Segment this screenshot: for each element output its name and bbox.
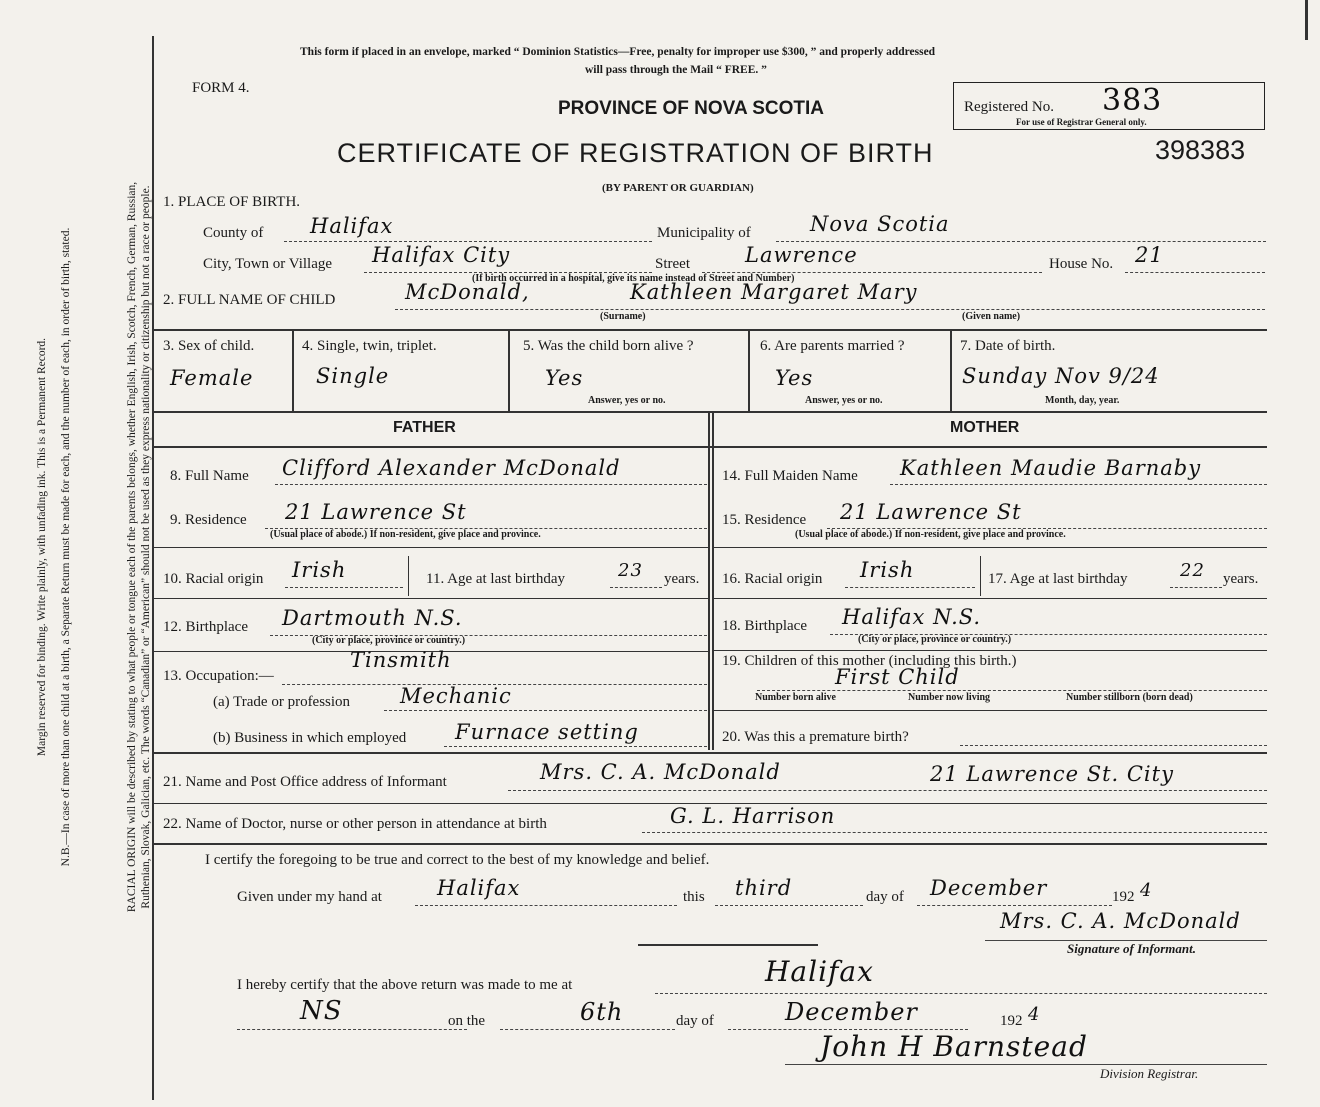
- day-of-label: day of: [866, 889, 904, 905]
- county-label: County of: [203, 225, 264, 241]
- father-age-value: 23: [618, 560, 643, 581]
- plurality-value: Single: [316, 364, 390, 388]
- registrar-signature-line: [785, 1064, 1267, 1065]
- page-subtitle: (BY PARENT OR GUARDIAN): [602, 182, 754, 194]
- registrar-place: Halifax: [765, 955, 874, 988]
- dob-note: Month, day, year.: [1045, 395, 1120, 406]
- city-value: Halifax City: [372, 243, 511, 267]
- mother-race-value: Irish: [860, 558, 915, 582]
- margin-instructions: [0, 40, 152, 1100]
- born-alive-note: Number born alive: [755, 692, 836, 703]
- dob-value: Sunday Nov 9/24: [962, 364, 1160, 388]
- rule-f-9: [152, 547, 708, 548]
- premature-line: [960, 745, 1267, 746]
- trade-line: [384, 710, 707, 711]
- child-name-line: [395, 309, 1265, 310]
- married-value: Yes: [775, 366, 814, 390]
- registered-label: Registered No.: [964, 99, 1054, 115]
- frame-left: [152, 36, 154, 1100]
- blank-rule: [638, 944, 818, 946]
- mother-race-line: [845, 587, 975, 588]
- children-value: First Child: [835, 665, 960, 689]
- married-note: Answer, yes or no.: [805, 395, 883, 406]
- mother-residence-note: (Usual place of abode.) If non-resident, give place and province.: [795, 529, 1066, 540]
- children-line: [757, 690, 1267, 691]
- rule-certify-top: [152, 843, 1267, 845]
- dob-label: 7. Date of birth.: [960, 338, 1056, 354]
- mother-age-label: 17. Age at last birthday: [988, 571, 1128, 587]
- province-heading: PROVINCE OF NOVA SCOTIA: [558, 98, 825, 119]
- county-line: [284, 241, 652, 242]
- place-heading: 1. PLACE OF BIRTH.: [163, 194, 301, 210]
- child-given: Kathleen Margaret Mary: [630, 280, 918, 304]
- given-under-label: Given under my hand at: [237, 889, 382, 905]
- month-line: [917, 905, 1112, 906]
- parents-divider-b: [712, 413, 714, 750]
- doctor-name: G. L. Harrison: [670, 804, 836, 828]
- given-place-line: [415, 905, 677, 906]
- municipality-value: Nova Scotia: [810, 212, 950, 236]
- father-race-label: 10. Racial origin: [163, 571, 264, 587]
- father-name-label: 8. Full Name: [170, 468, 249, 484]
- father-race-divider: [408, 556, 409, 596]
- given-place-value: Halifax: [437, 876, 521, 900]
- child-name-label: 2. FULL NAME OF CHILD: [163, 292, 336, 308]
- hospital-note: (If birth occurred in a hospital, give its name instead of Street and Number): [472, 273, 795, 284]
- mother-birthplace-note: (City or place, province or country.): [858, 634, 1012, 645]
- occupation-value: Tinsmith: [350, 648, 452, 672]
- reg-year-prefix: 192: [1000, 1013, 1023, 1029]
- father-birthplace-note: (City or place, province or country.): [312, 635, 466, 646]
- reg-year: 4: [1028, 1004, 1041, 1025]
- signature-caption: Signature of Informant.: [1067, 941, 1196, 956]
- mother-name-line: [890, 484, 1267, 485]
- municipality-label: Municipality of: [657, 225, 751, 241]
- certify-statement: I certify the foregoing to be true and correct to the best of my knowledge and belief.: [205, 852, 710, 868]
- married-label: 6. Are parents married ?: [760, 338, 905, 354]
- father-birthplace-value: Dartmouth N.S.: [282, 606, 463, 630]
- divider-4: [508, 329, 510, 411]
- divider-6: [950, 329, 952, 411]
- year-value: 4: [1140, 880, 1153, 901]
- registrar-statement: I hereby certify that the above return was made to me at: [237, 977, 573, 993]
- top-right-mark: [1305, 0, 1308, 40]
- registrar-place-line: [655, 993, 1267, 994]
- margin-line-3: RACIAL ORIGIN will be described by stating to what people or tongue each of the parents belongs, whether English, Irish, Scotch, French, German, Russian,: [126, 181, 138, 913]
- sex-value: Female: [170, 366, 254, 390]
- rule-m-19: [713, 710, 1267, 711]
- father-age-label: 11. Age at last birthday: [426, 571, 565, 587]
- house-line: [1125, 272, 1265, 273]
- form-number: FORM 4.: [192, 80, 250, 96]
- month-value: December: [930, 876, 1048, 900]
- father-age-line: [610, 587, 662, 588]
- margin-line-2: N.B.—In case of more than one child at a birth, a Separate Return must be made for each, and the number of each, in order of birth, stated.: [60, 227, 72, 867]
- father-heading: FATHER: [393, 419, 456, 436]
- mail-notice-2: will pass through the Mail “ FREE. ”: [585, 64, 767, 76]
- reg-day-of-label: day of: [676, 1013, 714, 1029]
- surname-note: (Surname): [600, 311, 646, 322]
- rule-21-top: [152, 752, 1267, 754]
- mother-age-value: 22: [1180, 560, 1205, 581]
- reg-month: December: [785, 998, 918, 1026]
- mother-race-label: 16. Racial origin: [722, 571, 823, 587]
- alive-label: 5. Was the child born alive ?: [523, 338, 694, 354]
- registered-box: [953, 82, 1265, 130]
- day-line: [715, 905, 863, 906]
- registered-number: 383: [1102, 83, 1163, 118]
- margin-line-4: Ruthenian, Slovak, Galician, etc. The words “Canadian” or “American” should not be used as they express nationality or citizenship but not a race or people.: [140, 185, 152, 909]
- father-race-line: [285, 587, 403, 588]
- day-value: third: [735, 876, 793, 900]
- rule-f-10: [152, 598, 708, 599]
- father-residence-label: 9. Residence: [170, 512, 247, 528]
- mother-name-label: 14. Full Maiden Name: [722, 468, 858, 484]
- house-value: 21: [1135, 243, 1164, 267]
- stamp-number: 398383: [1155, 135, 1246, 165]
- registrar-signature: John H Barnstead: [820, 1030, 1088, 1063]
- informant-label: 21. Name and Post Office address of Informant: [163, 774, 447, 790]
- children-label: 19. Children of this mother (including this birth.): [722, 653, 1017, 669]
- sex-label: 3. Sex of child.: [163, 338, 255, 354]
- county-value: Halifax: [310, 214, 394, 238]
- rule-m-18: [713, 650, 1267, 651]
- father-name-line: [275, 484, 707, 485]
- trade-label: (a) Trade or profession: [213, 694, 351, 710]
- page-title: CERTIFICATE OF REGISTRATION OF BIRTH: [337, 138, 934, 168]
- this-label: this: [683, 889, 705, 905]
- business-value: Furnace setting: [455, 720, 639, 744]
- parents-divider-a: [708, 413, 710, 750]
- mother-residence-value: 21 Lawrence St: [840, 500, 1022, 524]
- father-name-value: Clifford Alexander McDonald: [282, 456, 621, 480]
- rule-row3-top: [152, 329, 1267, 331]
- mother-residence-label: 15. Residence: [722, 512, 807, 528]
- mother-race-divider: [980, 556, 981, 596]
- business-label: (b) Business in which employed: [213, 730, 407, 746]
- informant-signature: Mrs. C. A. McDonald: [1000, 909, 1241, 933]
- occupation-label: 13. Occupation:—: [163, 668, 274, 684]
- mother-birthplace-value: Halifax N.S.: [842, 605, 982, 629]
- alive-note: Answer, yes or no.: [588, 395, 666, 406]
- registrar-caption: Division Registrar.: [1100, 1066, 1199, 1081]
- house-label: House No.: [1049, 256, 1114, 272]
- year-prefix: 192: [1112, 889, 1135, 905]
- mother-name-value: Kathleen Maudie Barnaby: [900, 456, 1202, 480]
- registrar-place2: NS: [300, 996, 343, 1026]
- rule-parents-header: [152, 446, 1267, 448]
- mother-years-label: years.: [1223, 571, 1259, 587]
- city-label: City, Town or Village: [203, 256, 333, 272]
- divider-3: [292, 329, 294, 411]
- trade-value: Mechanic: [400, 684, 512, 708]
- divider-5: [748, 329, 750, 411]
- informant-line: [508, 790, 1267, 791]
- on-the-label: on the: [448, 1013, 486, 1029]
- margin-line-1: Margin reserved for binding. Write plainly, with unfading ink. This is a Permanent Record.: [36, 337, 48, 757]
- mother-heading: MOTHER: [950, 419, 1020, 436]
- father-residence-value: 21 Lawrence St: [285, 500, 467, 524]
- municipality-line: [776, 241, 1266, 242]
- rule-m-15: [713, 547, 1267, 548]
- mother-age-line: [1170, 587, 1222, 588]
- informant-name: Mrs. C. A. McDonald: [540, 760, 781, 784]
- mail-notice-1: This form if placed in an envelope, marked “ Dominion Statistics—Free, penalty for improper use $300, ” and properly addressed: [300, 46, 936, 58]
- mother-birthplace-label: 18. Birthplace: [722, 618, 807, 634]
- child-surname: McDonald,: [405, 280, 530, 304]
- informant-address: 21 Lawrence St. City: [930, 762, 1174, 786]
- registrar-place2-line: [237, 1029, 467, 1030]
- father-birthplace-label: 12. Birthplace: [163, 619, 248, 635]
- reg-day-line: [500, 1029, 675, 1030]
- alive-value: Yes: [545, 366, 584, 390]
- registrar-note: For use of Registrar General only.: [1016, 117, 1147, 127]
- rule-row3-bottom: [152, 411, 1267, 413]
- stillborn-note: Number stillborn (born dead): [1066, 692, 1193, 703]
- doctor-label: 22. Name of Doctor, nurse or other person in attendance at birth: [163, 816, 547, 832]
- reg-day: 6th: [580, 998, 624, 1026]
- street-value: Lawrence: [745, 243, 858, 267]
- now-living-note: Number now living: [908, 692, 991, 703]
- father-residence-note: (Usual place of abode.) If non-resident, give place and province.: [270, 529, 541, 540]
- rule-m-16: [713, 598, 1267, 599]
- plurality-label: 4. Single, twin, triplet.: [302, 338, 437, 354]
- street-label: Street: [655, 256, 690, 272]
- business-line: [444, 746, 707, 747]
- given-note: (Given name): [962, 311, 1021, 322]
- father-years-label: years.: [664, 571, 700, 587]
- premature-label: 20. Was this a premature birth?: [722, 729, 909, 745]
- doctor-line: [642, 832, 1267, 833]
- father-race-value: Irish: [292, 558, 347, 582]
